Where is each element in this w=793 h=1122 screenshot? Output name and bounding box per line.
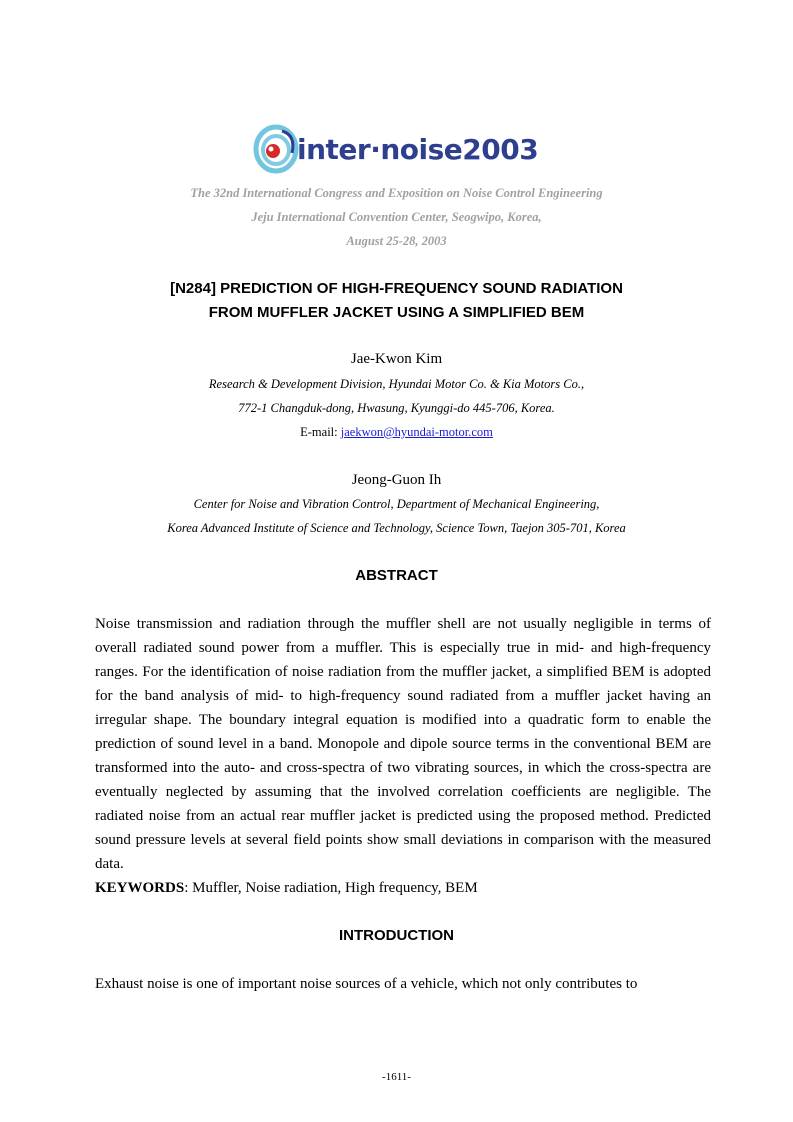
- logo-wordmark: inter·noise2003: [297, 133, 539, 166]
- author-affiliation: Research & Development Division, Hyundai Motor Co. & Kia Motors Co.,: [208, 377, 585, 391]
- keywords-list: : Muffler, Noise radiation, High frequency, BEM: [184, 880, 478, 896]
- author-name: Jae-Kwon Kim: [350, 351, 443, 367]
- introduction-text: Exhaust noise is one of important noise sources of a vehicle, which not only contributes to: [95, 976, 638, 992]
- abstract-text: Noise transmission and radiation through the muffler shell are not usually negligible in terms of overall radiated sound power from a muffler. This is especially true in mid- and high-frequency ranges. For the identification of noise radiation from the muffler jacket, a simplified BEM is adopted for the band analysis of mid- to high-frequency sound radiated from a muffler jacket having an irregular shape. The boundary integral equation is modified into a quadratic form to enable the prediction of sound level in a band. Monopole and dipole source terms in the conventional BEM are transformed into the auto- and cross-spectra of two vibrating sources, in which the cross-spectra are eventually neglected by assuming that the involved correlation coefficients are negligible. The radiated noise from an actual rear muffler jacket is predicted using the proposed method. Predicted sound pressure levels at several field points show small deviations in comparison with the measured data.: [95, 616, 711, 872]
- conference-name: The 32nd International Congress and Exposition on Noise Control Engineering: [190, 186, 603, 200]
- keywords-label: KEYWORDS: [95, 880, 185, 896]
- paper-title-line-1: [N284] PREDICTION OF HIGH-FREQUENCY SOUND RADIATION: [170, 280, 623, 297]
- conference-logo: [252, 119, 552, 179]
- author-address: 772-1 Changduk-dong, Hwasung, Kyunggi-do 445-706, Korea.: [238, 401, 555, 415]
- author-name: Jeong-Guon Ih: [351, 472, 442, 488]
- abstract-heading: ABSTRACT: [355, 567, 438, 584]
- email-label: E-mail:: [300, 425, 341, 439]
- author-email: [0, 425, 793, 440]
- paper-title-line-2: FROM MUFFLER JACKET USING A SIMPLIFIED BEM: [208, 304, 585, 321]
- conference-dates: August 25-28, 2003: [346, 234, 447, 248]
- page-number: -1611-: [382, 1071, 411, 1083]
- keywords-line: [95, 876, 711, 900]
- author-affiliation: Center for Noise and Vibration Control, Department of Mechanical Engineering,: [193, 497, 600, 511]
- email-link[interactable]: jaekwon@hyundai-motor.com: [340, 425, 493, 439]
- introduction-heading: INTRODUCTION: [339, 927, 454, 944]
- author-address: Korea Advanced Institute of Science and Technology, Science Town, Taejon 305-701, Korea: [167, 521, 626, 535]
- conference-venue: Jeju International Convention Center, Seogwipo, Korea,: [251, 210, 542, 224]
- swirl-logo-icon: [252, 119, 300, 179]
